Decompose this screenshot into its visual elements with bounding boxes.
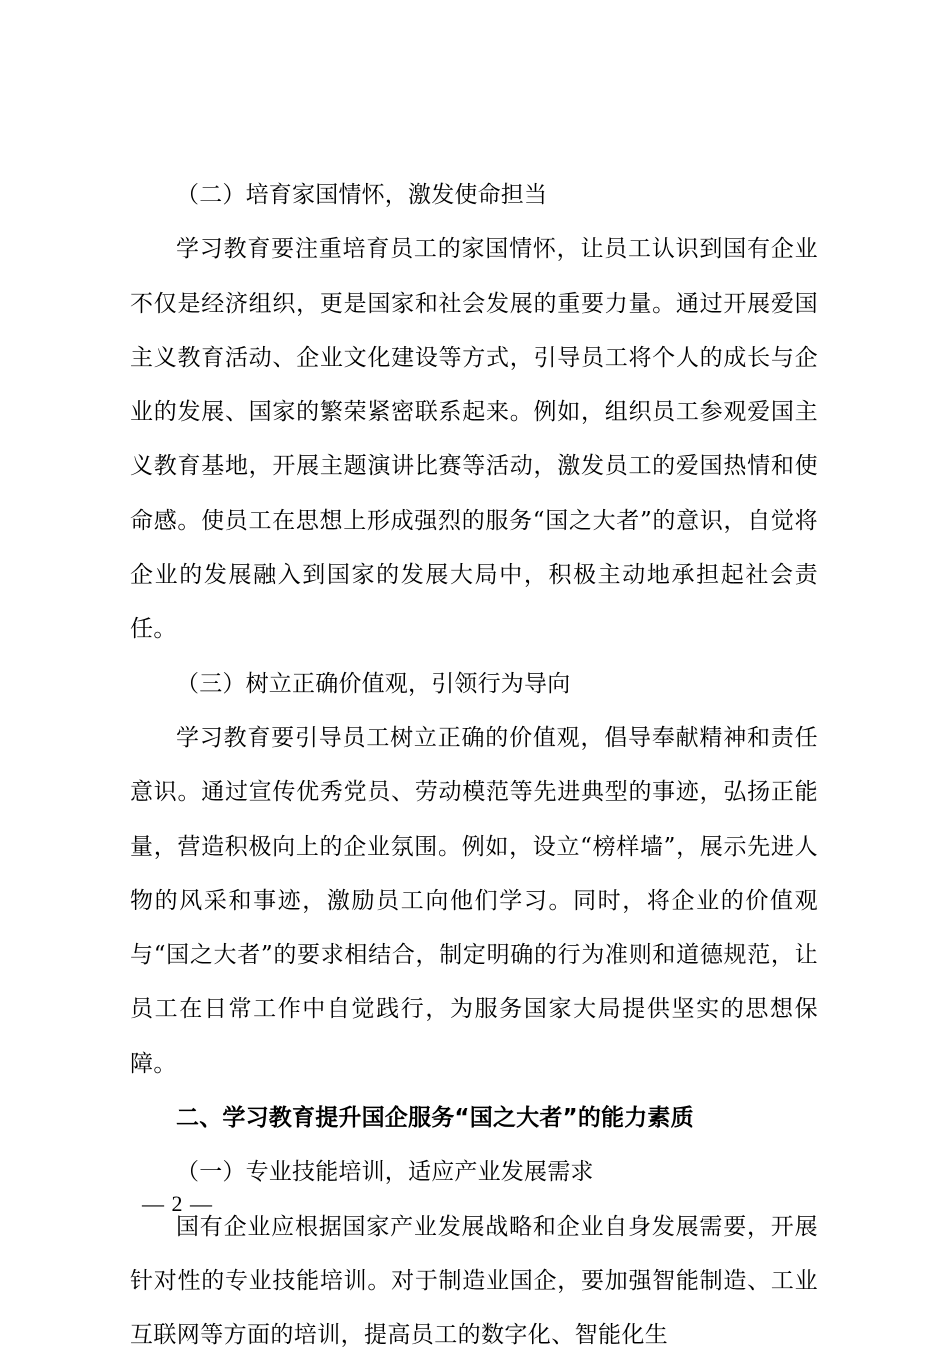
subheading-1: （一）专业技能培训，适应产业发展需求 <box>176 1159 594 1186</box>
paragraph-training: 国有企业应根据国家产业发展战略和企业自身发展需要，开展针对性的专业技能培训。对于制造业国企，要加强智能制造、工业互联网等方面的培训，提高员工的数字化、智能化生 <box>130 1213 818 1349</box>
subheading-3: （三）树立正确价值观，引领行为导向 <box>176 670 571 697</box>
page-number: — 2 — <box>142 1191 213 1216</box>
paragraph-patriotism: 学习教育要注重培育员工的家国情怀，让员工认识到国有企业不仅是经济组织，更是国家和社会发展的重要力量。通过开展爱国主义教育活动、企业文化建设等方式，引导员工将个人的成长与企业的发展、国家的繁荣紧密联系起来。例如，组织员工参观爱国主义教育基地，开展主题演讲比赛等活动，激发员工的爱国热情和使命感。使员工在思想上形成强烈的服务“国之大者”的意识，自觉将企业的发展融入到国家的发展大局中，积极主动地承担起社会责任。 <box>130 236 818 643</box>
subheading-2: （二）培育家国情怀，激发使命担当 <box>176 182 548 208</box>
paragraph-values: 学习教育要引导员工树立正确的价值观，倡导奉献精神和责任意识。通过宣传优秀党员、劳动模范等先进典型的事迹，弘扬正能量，营造积极向上的企业氛围。例如，设立“榜样墙”，展示先进人物的风采和事迹，激励员工向他们学习。同时，将企业的价值观与“国之大者”的要求相结合，制定明确的行为准则和道德规范，让员工在日常工作中自觉践行，为服务国家大局提供坚实的思想保障。 <box>130 724 818 1077</box>
section-heading-2: 二、学习教育提升国企服务“国之大者”的能力素质 <box>176 1105 694 1132</box>
document-body <box>130 168 818 1363</box>
